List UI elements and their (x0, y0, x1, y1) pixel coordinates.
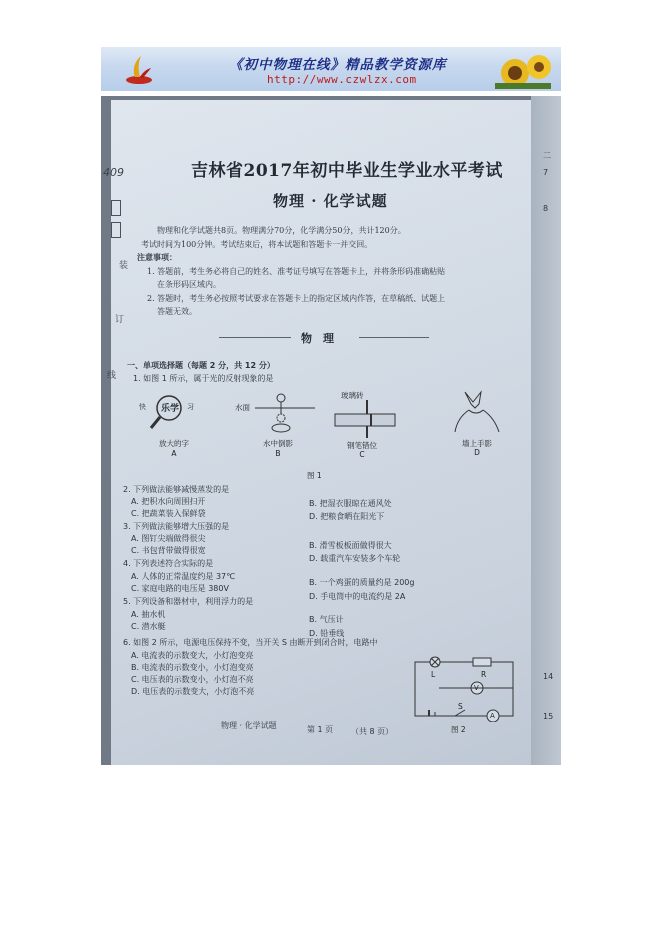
side-box (111, 200, 121, 216)
option: C. 书包背带做得很宽 (131, 546, 206, 555)
option: A. 抽水机 (131, 610, 166, 619)
figure-1d (435, 384, 519, 460)
intro-line: 物理和化学试题共8页。物理满分70分，化学满分50分，共计120分。 (157, 226, 406, 235)
option: C. 家庭电路的电压是 380V (131, 584, 229, 593)
notice-line: 在条形码区域内。 (157, 280, 221, 289)
option: B. 气压计 (309, 615, 344, 624)
fig1b-label: 水面 (235, 403, 250, 412)
side-box (111, 222, 121, 238)
figure-1a (139, 392, 227, 460)
glass-block-icon (327, 396, 407, 440)
fig1-caption: 放大的字 (159, 439, 189, 448)
option: D. 电压表的示数变大，小灯泡不亮 (131, 687, 255, 696)
circuit-label: R (481, 670, 487, 679)
figure-1c (327, 390, 407, 460)
option: C. 电压表的示数变小，小灯泡不亮 (131, 675, 254, 684)
option: A. 把积水向周围扫开 (131, 497, 206, 506)
magnifier-icon (139, 392, 227, 432)
footer-total: （共 8 页） (351, 727, 394, 736)
notice-line: 1. 答题前，考生务必将自己的姓名、准考证号填写在答题卡上，并将条形码准确粘贴 (147, 267, 446, 276)
footer-name: 物理 · 化学试题 (221, 721, 277, 730)
figure-1b (235, 392, 315, 460)
reflection-icon (235, 392, 315, 436)
adjacent-text: 8 (543, 204, 549, 213)
figure-2-label: 图 2 (451, 725, 466, 734)
adjacent-page (531, 96, 561, 765)
option: D. 铅垂线 (309, 629, 345, 638)
question-5: 5. 下列设备和器材中，利用浮力的是 (123, 597, 254, 606)
adjacent-text: 7 (543, 168, 549, 177)
option: D. 载重汽车安装多个车轮 (309, 554, 401, 563)
option: C. 潜水艇 (131, 622, 166, 631)
fig1-caption: 钢笔错位 (347, 441, 377, 450)
part-heading: 一、单项选择题（每题 2 分，共 12 分） (127, 361, 275, 370)
sunflower-icon (495, 51, 551, 89)
notice-heading: 注意事项： (137, 252, 177, 262)
notice-line: 答题无效。 (157, 307, 197, 316)
fig1-caption: 水中倒影 (263, 439, 293, 448)
section-rule (359, 337, 429, 338)
fig1a-text: 乐学 (161, 404, 180, 414)
adjacent-text: 15 (543, 712, 554, 721)
footer-page: 第 1 页 (307, 725, 334, 734)
banner-url[interactable]: http://www.czwlzx.com (267, 73, 417, 86)
option: B. 滑雪板板面做得很大 (309, 541, 392, 550)
side-number: 409 (103, 166, 124, 179)
figure-2-circuit (409, 656, 519, 734)
option: A. 图钉尖端做得很尖 (131, 534, 206, 543)
banner-title: 《初中物理在线》精品教学资源库 (229, 57, 447, 73)
fig1-letter: D (474, 448, 480, 457)
fig1-letter: A (171, 449, 177, 458)
fig1-letter: B (275, 449, 281, 458)
option: D. 把粮食晒在阳光下 (309, 512, 385, 521)
fig1a-text: 习 (187, 403, 194, 411)
option: B. 一个鸡蛋的质量约是 200g (309, 578, 415, 587)
exam-title: 吉林省2017年初中毕业生学业水平考试 (191, 161, 503, 181)
question-2: 2. 下列做法能够减慢蒸发的是 (123, 485, 230, 494)
adjacent-text: 二 (543, 151, 551, 160)
binding-label: 装 (119, 261, 129, 271)
circuit-label: A (490, 712, 495, 720)
exam-paper (103, 100, 559, 765)
circuit-diagram (409, 656, 519, 722)
exam-photo (101, 96, 561, 765)
intro-line: 考试时间为100分钟。考试结束后，将本试题和答题卡一并交回。 (141, 240, 373, 249)
option: B. 电流表的示数变小，小灯泡变亮 (131, 663, 254, 672)
option: D. 手电筒中的电流约是 2A (309, 592, 406, 601)
figure-1-label: 图 1 (307, 471, 322, 480)
adjacent-text: 14 (543, 672, 554, 681)
notice-line: 2. 答题时，考生务必按照考试要求在答题卡上的指定区域内作答，在草稿纸、试题上 (147, 294, 446, 303)
question-4: 4. 下列表述符合实际的是 (123, 559, 214, 568)
fig1a-text: 快 (139, 403, 146, 411)
option: B. 把湿衣服晾在通风处 (309, 499, 392, 508)
header-banner (101, 47, 561, 91)
circuit-label: L (431, 670, 436, 679)
section-rule (219, 337, 291, 338)
question-1: 1. 如图 1 所示，属于光的反射现象的是 (133, 374, 274, 383)
option: A. 人体的正常温度约是 37℃ (131, 572, 236, 581)
fig1-caption: 墙上手影 (462, 439, 492, 448)
logo-icon (123, 53, 155, 85)
fig1c-label: 玻璃砖 (341, 391, 364, 400)
circuit-label: V (474, 684, 479, 692)
option: A. 电流表的示数变大，小灯泡变亮 (131, 651, 254, 660)
section-title: 物 理 (301, 332, 334, 345)
question-3: 3. 下列做法能够增大压强的是 (123, 522, 230, 531)
binding-label: 订 (115, 315, 125, 325)
binding-label: 线 (107, 371, 117, 381)
exam-subtitle: 物理 · 化学试题 (273, 192, 388, 210)
fig1-letter: C (359, 450, 365, 459)
circuit-label: S (458, 702, 463, 711)
hand-shadow-icon (435, 384, 519, 436)
question-6: 6. 如图 2 所示，电源电压保持不变，当开关 S 由断开到闭合时，电路中 (123, 638, 378, 647)
option: C. 把蔬菜装入保鲜袋 (131, 509, 206, 518)
